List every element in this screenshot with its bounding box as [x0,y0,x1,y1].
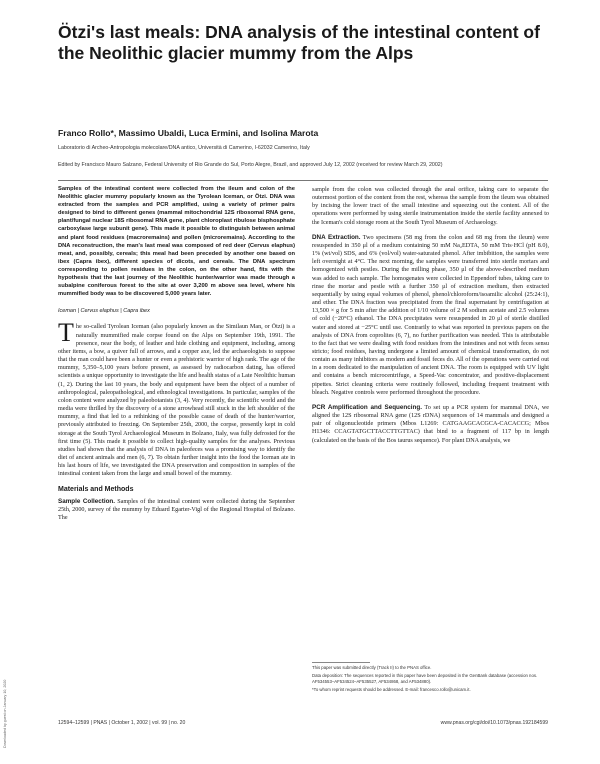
sample-collection-paragraph [58,498,295,522]
section-heading-methods: Materials and Methods [58,486,134,494]
download-watermark: Downloaded by guest on January 10, 2020 [3,679,7,748]
dna-extraction-heading: DNA Extraction. [312,233,361,241]
right-column [312,186,549,445]
dna-extraction-paragraph [312,234,549,397]
footnote-rule [312,662,370,663]
sample-collection-continued: sample from the colon was collected through the anal orifice, taking care to separate the outermost portion of the content from the rest, whereas the sample from the ileum was obtained by incising the lower tract of the small intestine and squeezing out the content. All of the operations were performed by using sterile instrumentation inside the sterile facility annexed to the Iceman's cold storage room at the South Tyrol Museum of Archaeology. [312,187,549,226]
affiliation: Laboratorio di Archeo-Antropologia molecolare/DNA antico, Università di Camerino, I-62032 Camerino, Italy [58,145,310,151]
sample-collection-heading: Sample Collection. [58,497,116,505]
edited-by-note: Edited by Francisco Mauro Salzano, Federal University of Rio Grande do Sul, Porto Alegre, Brazil, and approved July 12, 2002 (received for review March 29, 2002) [58,162,443,168]
abstract: Samples of the intestinal content were collected from the ileum and colon of the Neolithic glacier mummy popularly known as the Tyrolean Iceman, or Ötzi. DNA was extracted from the samples and PCR amplified, using a variety of primer pairs designed to bind to different genes (mammal mitochondrial 12S ribosomal RNA gene, plant/fungal nuclear 18S ribosomal RNA gene, plant chloroplast ribulose bisphosphate carboxylase large subunit gene). This made it possible to distinguish between animal and plant food residues (macroremains) and pollen (microremains). According to the DNA reconstruction, the man's last meal was composed of red deer (Cervus elaphus) meat, and, possibly, cereals; this meal had been preceded by another one based on ibex (Capra ibex), different species of dicots, and cereals. The DNA spectrum corresponding to pollen residues in the colon, on the other hand, fits with the hypothesis that the last journey of the Neolithic hunter/warrior was made through a subalpine coniferous forest to the site at over 3,200 m above sea level, where his mummified body was to be discovered 5,000 years later. [58,186,295,298]
dna-extraction-text: Two specimens (58 mg from the colon and 68 mg from the ileum) were resuspended in 350 μl of a medium containing 50 mM Na₂EDTA, 50 mM Tris·HCl (pH 8.0), 1% (wt/vol) SDS, and 6% (vol/vol) water-saturated phenol. After imbibition, the samples were left overnight at 4°C. The next morning, the samples were transferred into sterile mortars and homogenized with pestles. During the milling phase, 350 μl of the above-described medium was added to each sample. The homogenates were collected in Eppendorf tubes, taking care to rinse the mortar and pestle with a further 350 μl of extraction medium, then extracted sequentially by using equal volumes of phenol, phenol/chloroform/isoamilic alcohol (25:24:1), and ether. The DNA fraction was precipitated from the final supernatant by centrifugation at 13,500 × g for 5 min after the addition of 1/10 volume of 2 M sodium acetate and 2.5 volumes of cold (−20°C) ethanol. The DNA precipitates were resuspended in 20 μl of sterile distilled water and stored at −25°C until use. Contrarily to what was reported in previous papers on the analysis of DNA from coprolites (6, 7), no further purification was needed. This is attributable to the fact that we were dealing with food residues from the intestines and not with feces sensu stricto; food residues, having undergone a limited amount of chemical transformation, do not contain as many inhibitors as modern and fossil feces do. All of the operations were carried out in a room dedicated to the manipulation of ancient DNA. The room is equipped with UV light and contains a bench microcentrifuge, a Speed-Vac concentrator, and positive-displacement pipettes. Strict cleaning criteria were routinely followed, including frequent treatment with bleach. Negative controls were performed throughout the procedure. [312,234,549,396]
pcr-paragraph [312,404,549,445]
footer-citation: 12594–12599 | PNAS | October 1, 2002 | vol. 99 | no. 20 [58,720,186,726]
footnote-submission: This paper was submitted directly (Track II) to the PNAS office. [312,665,432,670]
introduction-paragraph: The so-called Tyrolean Iceman (also popularly known as the Similaun Man, or Ötzi) is a naturally mummified male corpse found on the Alps on September 19th, 1991. The presence, near the body, of leather and hide clothing and equipment, including, among other items, a bow, a quiver full of arrows, and a copper axe, led the archaeologists to suppose that the man could have been a hunter or even a prehistoric warrior of high rank. The age of the mummy, 5,350–5,100 years before present, as assessed by radiocarbon dating, has offered scientists a unique opportunity to investigate the life and health status of a Late Neolithic human (1, 2). During the last 10 years, the body and equipment have been the object of a number of anthropological, paleopathological, and ethnological investigations. In particular, samples of the colon content were analyzed by paleobotanists (3, 4). Very recently, the scientific world and the media were thrilled by the discovery of a stone arrowhead still stuck in the left shoulder of the mummy, a find that led to a rethinking of the possible cause of death of the hunter/warrior, previously attributed to freezing. On September 25th, 2000, the corpse, presently kept in cold storage at the South Tyrol Archaeological Museum in Bolzano, Italy, was fully defrosted for the first time (5). This made it possible to collect high-quality samples for the analyses. Previous studies had shown that the analysis of DNA in paleofeces was a promising way to identify the diet of ancient animals and men (6, 7). To obtain further insight into the food the Iceman ate in his last hours of life, we investigated the DNA preservation and composition in samples of the intestinal content taken from the large and small bowel of the mummy. [58,318,295,478]
footnote-correspondence: *To whom reprint requests should be addressed. E-mail: francesco.rollo@unicam.it. [312,687,471,692]
page-footer [58,720,548,728]
footnotes [312,662,549,695]
left-column [58,185,295,522]
author-list: Franco Rollo*, Massimo Ubaldi, Luca Ermini, and Isolina Marota [58,128,319,138]
keywords: Iceman | Cervus elaphus | Capra ibex [58,308,150,315]
pcr-text: To set up a PCR system for mammal DNA, we aligned the 12S ribosomal RNA gene (12S rDNA) sequences of 14 mammals and designed a pair of oligonucleotide primers (Mbos L1269: CATGAAGCACGCA-CACACCG; Mbos H1346: CCAGTATGCTTACCTTGTTAC) that bind to a fragment of 117 bp in length (calculated on the basis of the Bos taurus sequence). For plant DNA analysis, we [312,404,549,444]
footnote-data-deposition: Data deposition: The sequences reported in this paper have been deposited in the GenBank database (accession nos. AF534553–AF534524–AF535527, AF534868, and AF534880). [312,673,538,684]
sample-collection-text: Samples of the intestinal content were collected during the September 25th, 2000, survey of the mummy by Eduard Egarter-Vigl of the Regional Hospital of Bolzano. The [58,498,295,521]
paper-title: Ötzi's last meals: DNA analysis of the intestinal content of the Neolithic glacier mummy from the Alps [58,22,540,63]
pcr-heading: PCR Amplification and Sequencing. [312,403,422,411]
footer-doi-link[interactable]: www.pnas.org/cgi/doi/10.1073/pnas.192184599 [440,720,548,726]
header-divider [58,180,548,181]
